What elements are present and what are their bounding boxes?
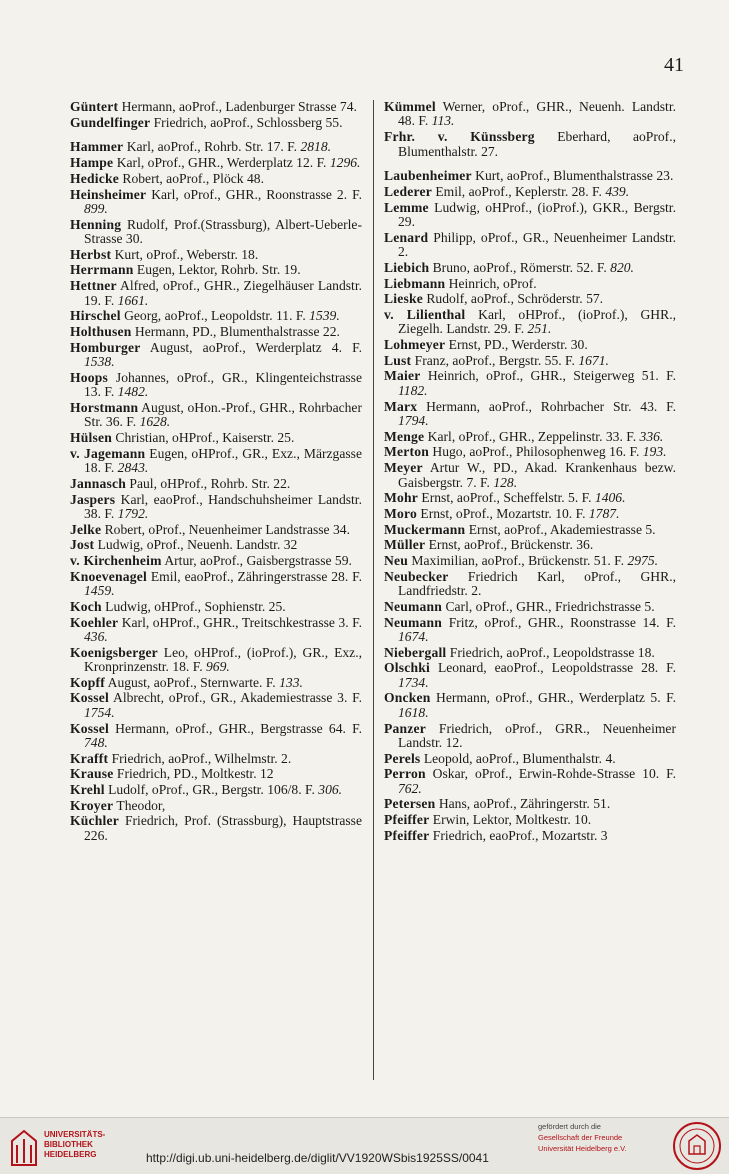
directory-entry: [384, 767, 676, 796]
entry-name: Petersen: [384, 796, 436, 812]
entry-details: Christian, oHProf., Kaiserstr. 25.: [112, 429, 295, 445]
entry-phone-number: 1794.: [398, 412, 429, 428]
entry-name: v. Kirchenheim: [70, 553, 162, 569]
entry-name: Moro: [384, 505, 418, 521]
entry-details: Karl, oHProf., (ioProf.), GHR., Ziegelh. Landstr. 29. F.: [398, 306, 676, 337]
directory-entry: [384, 169, 676, 183]
entry-name: Hammer: [70, 139, 124, 155]
entry-name: Kopff: [70, 674, 105, 690]
entry-details: Ernst, aoProf., Akademiestrasse 5.: [465, 521, 656, 537]
entry-phone-number: 2818.: [300, 139, 332, 155]
library-name-line2: BIBLIOTHEK: [44, 1140, 93, 1149]
directory-entry: [384, 261, 676, 275]
entry-name: Holthusen: [70, 323, 132, 339]
entry-details: Werner, oProf., GHR., Neuenh. Landstr. 48. F.: [398, 99, 676, 129]
entry-phone-number: 1628.: [139, 414, 171, 430]
entry-phone-number: 1674.: [398, 628, 429, 644]
entry-details: Alfred, oProf., GHR., Ziegelhäuser Landstr. 19. F.: [84, 278, 362, 308]
entry-name: Hirschel: [70, 308, 121, 324]
directory-entry: [384, 616, 676, 645]
page-number: 41: [664, 54, 684, 76]
directory-entry: [384, 430, 676, 444]
directory-entry: [384, 461, 676, 490]
entry-phone-number: 306.: [318, 782, 343, 798]
entry-details: Friedrich, aoProf., Schlossberg 55.: [150, 114, 343, 130]
entry-name: Koenigsberger: [70, 644, 158, 660]
entry-name: Müller: [384, 537, 426, 553]
directory-entry: [70, 371, 362, 400]
entry-name: Knoevenagel: [70, 568, 147, 584]
entry-name: Laubenheimer: [384, 168, 472, 184]
directory-entry: [70, 493, 362, 522]
entry-details: Kurt, aoProf., Blumenthalstrasse 23.: [471, 168, 674, 184]
entry-phone-number: 1671.: [578, 352, 609, 368]
directory-entry: [384, 570, 676, 599]
entry-name: Küchler: [70, 813, 119, 829]
directory-entry: [384, 813, 676, 827]
directory-entry: [384, 130, 676, 159]
entry-details: Eugen, Lektor, Rohrb. Str. 19.: [133, 262, 301, 278]
directory-entry: [70, 799, 362, 813]
entry-phone-number: 1296.: [329, 155, 361, 171]
entry-details: Karl, oHProf., GHR., Treitschkestrasse 3. F.: [118, 614, 362, 630]
entry-phone-number: 2975.: [627, 553, 659, 569]
entry-name: Koehler: [70, 614, 119, 630]
entry-details: Eugen, oHProf., GR., Exz., Märzgasse 18. F.: [84, 445, 362, 476]
directory-entry: [70, 646, 362, 675]
entry-name: Liebmann: [384, 275, 446, 291]
entry-name: Neumann: [384, 614, 443, 630]
library-name-line1: UNIVERSITÄTS-: [44, 1130, 106, 1139]
directory-entry: [70, 600, 362, 614]
entry-details: Ernst, oProf., Mozartstr. 10. F.: [417, 505, 589, 521]
directory-entry: [70, 116, 362, 130]
entry-name: Heinsheimer: [70, 186, 147, 202]
entry-phone-number: 251.: [527, 321, 552, 337]
entry-name: Panzer: [384, 720, 426, 736]
entry-name: Hedicke: [70, 170, 119, 186]
entry-details: Artur, aoProf., Gaisbergstrasse 59.: [161, 553, 352, 569]
directory-entry: [70, 431, 362, 445]
sponsor-text: [538, 1121, 627, 1154]
directory-entry: [384, 185, 676, 199]
directory-entry: [70, 691, 362, 720]
entry-name: Pfeiffer: [384, 827, 430, 843]
entry-name: Niebergall: [384, 644, 447, 660]
entry-phone-number: 762.: [398, 780, 422, 796]
library-name: [44, 1130, 105, 1160]
directory-entry: [70, 325, 362, 339]
entry-details: Theodor,: [113, 797, 166, 813]
directory-entry: [384, 100, 676, 129]
entry-details: Eberhard, aoProf., Blumenthalstr. 27.: [398, 129, 676, 159]
directory-entry: [70, 477, 362, 491]
directory-entry: [70, 538, 362, 552]
directory-entry: [384, 231, 676, 260]
entry-phone-number: 133.: [279, 674, 303, 690]
entry-name: Jaspers: [70, 491, 116, 507]
directory-entry: [384, 369, 676, 398]
entry-details: Oskar, oProf., Erwin-Rohde-Strasse 10. F.: [425, 766, 676, 782]
entry-details: Ernst, aoProf., Brückenstr. 36.: [425, 537, 594, 553]
entry-phone-number: 1618.: [398, 704, 429, 720]
directory-entry: [70, 616, 362, 645]
entry-details: Friedrich, eaoProf., Mozartstr. 3: [429, 827, 608, 843]
entry-details: Friedrich, aoProf., Wilhelmstr. 2.: [108, 750, 292, 766]
entry-name: Mohr: [384, 490, 419, 506]
entry-details: Friedrich, oProf., GRR., Neuenheimer Landstr. 12.: [398, 720, 676, 750]
entry-details: Carl, oProf., GHR., Friedrichstrasse 5.: [442, 598, 655, 614]
entry-phone-number: 1538.: [84, 354, 115, 370]
directory-entry: [384, 445, 676, 459]
entry-name: Neubecker: [384, 568, 449, 584]
entry-name: Hülsen: [70, 429, 112, 445]
entry-name: v. Jagemann: [70, 445, 146, 461]
directory-entry: [70, 676, 362, 690]
entry-phone-number: 1406.: [594, 490, 626, 506]
entry-details: Karl, oProf., GHR., Zeppelinstr. 33. F.: [424, 428, 640, 444]
entry-details: Leo, oHProf., (ioProf.), GR., Exz., Kronprinzenstr. 18. F.: [84, 644, 362, 675]
entry-details: Friedrich Karl, oProf., GHR., Landfriedstr. 2.: [398, 568, 676, 599]
entry-name: Krafft: [70, 750, 109, 766]
entry-phone-number: 436.: [84, 628, 108, 644]
entry-details: Georg, aoProf., Leopoldstr. 11. F.: [120, 308, 310, 324]
entry-name: Henning: [70, 216, 122, 232]
left-column: [70, 100, 362, 845]
entry-phone-number: 1459.: [84, 583, 115, 599]
directory-entry: [70, 783, 362, 797]
entry-details: Hermann, aoProf., Ladenburger Strasse 74.: [118, 99, 357, 114]
directory-entry: [70, 523, 362, 537]
directory-entry: [384, 554, 676, 568]
entry-name: Liebich: [384, 259, 430, 275]
entry-name: Pfeiffer: [384, 812, 430, 828]
directory-entry: [384, 797, 676, 811]
entry-details: August, aoProf., Werderplatz 4. F.: [140, 339, 362, 355]
entry-name: Perron: [384, 766, 426, 782]
entry-name: Homburger: [70, 339, 141, 355]
sponsor-line2: Gesellschaft der Freunde: [538, 1133, 623, 1142]
entry-details: Albrecht, oProf., GR., Akademiestrasse 3. F.: [108, 690, 362, 706]
directory-entry: [70, 140, 362, 154]
source-url-link[interactable]: http://digi.ub.uni-heidelberg.de/diglit/VV1920WSbis1925SS/0041: [146, 1151, 489, 1165]
entry-details: Kurt, oProf., Weberstr. 18.: [111, 246, 259, 262]
entry-details: Rudolf, Prof.(Strassburg), Albert-Ueberle-Strasse 30.: [84, 216, 362, 247]
entry-details: Heinrich, oProf.: [445, 275, 537, 291]
directory-entry: [70, 814, 362, 843]
entry-details: Hans, aoProf., Zähringerstr. 51.: [435, 796, 611, 812]
directory-entry: [70, 767, 362, 781]
directory-entry: [70, 401, 362, 430]
entry-phone-number: 128.: [493, 474, 518, 490]
directory-entry: [70, 341, 362, 370]
directory-entry: [70, 722, 362, 751]
entry-phone-number: 1539.: [309, 308, 340, 324]
entry-details: Hermann, aoProf., Rohrbacher Str. 43. F.: [417, 398, 676, 414]
sponsor-line1: gefördert durch die: [538, 1122, 601, 1131]
entry-details: Leopold, aoProf., Blumenthalstr. 4.: [420, 750, 616, 766]
entry-details: Emil, aoProf., Keplerstr. 28. F.: [431, 183, 606, 199]
entry-name: Perels: [384, 750, 421, 766]
entry-name: Neu: [384, 553, 409, 569]
entry-name: Hampe: [70, 155, 114, 171]
entry-details: Rudolf, aoProf., Schröderstr. 57.: [422, 291, 604, 307]
entry-name: Gundelfinger: [70, 114, 151, 130]
directory-entry: [70, 279, 362, 308]
entry-phone-number: 820.: [610, 259, 634, 275]
entry-phone-number: 439.: [605, 183, 630, 199]
entry-name: Horstmann: [70, 399, 139, 415]
entry-details: Franz, aoProf., Bergstr. 55. F.: [411, 352, 579, 368]
directory-entry: [70, 218, 362, 247]
directory-entry: [384, 338, 676, 352]
directory-entry: [384, 292, 676, 306]
entry-details: Friedrich, aoProf., Leopoldstrasse 18.: [446, 644, 655, 660]
entry-name: Lust: [384, 352, 412, 368]
entry-name: Güntert: [70, 99, 119, 114]
entry-details: Emil, eaoProf., Zähringerstrasse 28. F.: [146, 568, 362, 584]
entry-details: Ernst, PD., Werderstr. 30.: [445, 337, 588, 353]
directory-entry: [384, 752, 676, 766]
entry-details: Bruno, aoProf., Römerstr. 52. F.: [429, 259, 611, 275]
entry-details: Erwin, Lektor, Moltkestr. 10.: [429, 812, 592, 828]
entry-details: August, oHon.-Prof., GHR., Rohrbacher Str. 36. F.: [84, 399, 362, 430]
entry-phone-number: 336.: [639, 428, 664, 444]
entry-name: Marx: [384, 398, 418, 414]
directory-entry: [70, 309, 362, 323]
directory-entry: [70, 172, 362, 186]
entry-details: Artur W., PD., Akad. Krankenhaus bezw. Gaisbergstr. 7. F.: [398, 460, 676, 490]
entry-phone-number: 899.: [84, 200, 108, 216]
entry-name: Herrmann: [70, 262, 134, 278]
entry-details: Robert, aoProf., Plöck 48.: [118, 170, 264, 186]
entry-name: Muckermann: [384, 521, 466, 537]
entry-name: Lieske: [384, 291, 423, 307]
entry-details: Ludwig, oHProf., Sophienstr. 25.: [101, 598, 286, 614]
entry-name: Herbst: [70, 246, 112, 262]
entry-name: Jost: [70, 537, 95, 553]
entry-name: Meyer: [384, 460, 423, 476]
entry-details: Hugo, aoProf., Philosophenweg 16. F.: [428, 444, 643, 460]
directory-entry: [70, 570, 362, 599]
entry-details: Ernst, aoProf., Scheffelstr. 5. F.: [418, 490, 595, 506]
entry-details: Maximilian, aoProf., Brückenstr. 51. F.: [408, 553, 628, 569]
directory-entry: [384, 691, 676, 720]
directory-entry: [384, 201, 676, 230]
directory-entry: [70, 188, 362, 217]
entry-name: Kossel: [70, 720, 109, 736]
library-logo-icon: [8, 1127, 40, 1167]
entry-phone-number: 193.: [642, 444, 667, 460]
entry-name: Hettner: [70, 278, 117, 294]
entry-name: Koch: [70, 598, 102, 614]
entry-name: Lederer: [384, 183, 432, 199]
entry-phone-number: 2843.: [117, 460, 149, 476]
entry-name: Lemme: [384, 199, 429, 215]
entry-name: Kroyer: [70, 797, 114, 813]
directory-entry: [384, 661, 676, 690]
entry-details: Leonard, eaoProf., Leopoldstrasse 28. F.: [429, 660, 676, 676]
directory-entry: [384, 829, 676, 843]
entry-name: Hoops: [70, 369, 109, 385]
entry-details: Karl, oProf., GHR., Werderplatz 12. F.: [113, 155, 330, 171]
directory-entry: [384, 400, 676, 429]
entry-details: August, aoProf., Sternwarte. F.: [104, 674, 280, 690]
entry-name: Kossel: [70, 690, 109, 706]
entry-name: Jelke: [70, 521, 102, 537]
directory-entry: [70, 100, 362, 114]
directory-entry: [384, 277, 676, 291]
entry-name: Menge: [384, 428, 425, 444]
directory-entry: [70, 752, 362, 766]
library-name-line3: HEIDELBERG: [44, 1150, 97, 1159]
entry-phone-number: 1787.: [588, 505, 620, 521]
footer-bar: [0, 1117, 729, 1174]
entry-name: Krehl: [70, 782, 105, 798]
entry-details: Paul, oHProf., Rohrb. Str. 22.: [126, 475, 291, 491]
right-column: [384, 100, 676, 845]
entry-name: v. Lilienthal: [384, 306, 466, 322]
directory-entry: [70, 248, 362, 262]
entry-name: Maier: [384, 368, 421, 384]
entry-details: Ludwig, oProf., Neuenh. Landstr. 32: [94, 537, 298, 553]
directory-entry: [384, 538, 676, 552]
sponsor-line3: Universität Heidelberg e.V.: [538, 1144, 627, 1153]
entry-phone-number: 1182.: [398, 382, 428, 398]
entry-name: Lenard: [384, 229, 429, 245]
directory-entry: [384, 600, 676, 614]
entry-details: Hermann, oProf., GHR., Bergstrasse 64. F.: [108, 720, 362, 736]
directory-entry: [384, 507, 676, 521]
entry-details: Ludwig, oHProf., (ioProf.), GKR., Bergstr. 29.: [398, 199, 676, 230]
directory-entry: [70, 447, 362, 476]
entry-details: Philipp, oProf., GR., Neuenheimer Landstr. 2.: [398, 229, 676, 260]
university-seal-icon: [672, 1121, 722, 1171]
entry-details: Karl, oProf., GHR., Roonstrasse 2. F.: [146, 186, 362, 202]
entry-name: Olschki: [384, 660, 430, 676]
entry-details: Karl, eaoProf., Handschuhsheimer Landstr. 38. F.: [84, 491, 362, 521]
entry-details: Robert, oProf., Neuenheimer Landstrasse 34.: [101, 521, 350, 537]
entry-details: Karl, aoProf., Rohrb. Str. 17. F.: [123, 139, 301, 155]
entry-details: Johannes, oProf., GR., Klingenteichstrasse 13. F.: [84, 369, 362, 400]
entry-details: Friedrich, PD., Moltkestr. 12: [113, 766, 274, 782]
directory-entry: [384, 354, 676, 368]
entry-name: Frhr. v. Künssberg: [384, 129, 535, 145]
entry-name: Neumann: [384, 598, 443, 614]
entry-phone-number: 969.: [206, 659, 230, 675]
entry-phone-number: 748.: [84, 734, 108, 750]
entry-name: Jannasch: [70, 475, 126, 491]
directory-entry: [384, 646, 676, 660]
directory-entry: [70, 554, 362, 568]
directory-entry: [70, 263, 362, 277]
entry-phone-number: 1482.: [117, 384, 149, 400]
entry-name: Krause: [70, 766, 114, 782]
directory-entry: [70, 156, 362, 170]
entry-name: Oncken: [384, 690, 431, 706]
entry-phone-number: 113.: [431, 113, 455, 129]
entry-details: Hermann, PD., Blumenthalstrasse 22.: [131, 323, 340, 339]
entry-name: Kümmel: [384, 99, 436, 114]
directory-entry: [384, 308, 676, 337]
directory-entry: [384, 722, 676, 751]
entry-phone-number: 1661.: [117, 292, 149, 308]
entry-details: Fritz, oProf., GHR., Roonstrasse 14. F.: [442, 614, 676, 630]
directory-entry: [384, 491, 676, 505]
entry-details: Hermann, oProf., GHR., Werderplatz 5. F.: [430, 690, 676, 706]
entry-phone-number: 1734.: [398, 674, 429, 690]
entry-details: Friedrich, Prof. (Strassburg), Hauptstrasse 226.: [84, 813, 362, 843]
entry-details: Heinrich, oProf., GHR., Steigerweg 51. F.: [420, 368, 676, 384]
entry-name: Lohmeyer: [384, 337, 446, 353]
directory-entry: [384, 523, 676, 537]
entry-phone-number: 1792.: [117, 505, 149, 521]
column-divider: [373, 100, 374, 1080]
entry-details: Ludolf, oProf., GR., Bergstr. 106/8. F.: [104, 782, 319, 798]
entry-phone-number: 1754.: [84, 704, 115, 720]
entry-name: Merton: [384, 444, 429, 460]
